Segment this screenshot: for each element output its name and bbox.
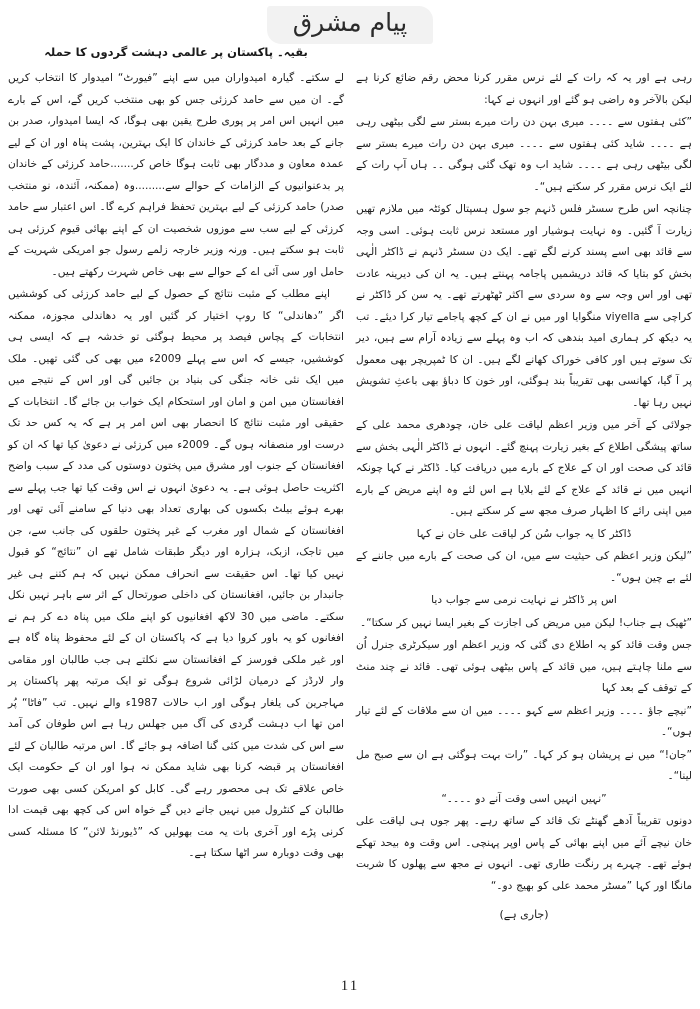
continued-label: (جاری ہے) [499,908,549,921]
paragraph: ”کئی ہفتوں سے ۔۔۔۔ میری بہن دن رات میرے بستر سے لگی بیٹھی رہی ہے ۔۔۔۔ شاید کئی ہفتوں سے ۔۔۔۔ میری بہن دن رات میرے بستر سے لگی بیٹھی رہی ہے ۔۔۔۔ شاید اب وہ تھک گئی ہوگی ۔۔ ہاں آپ رات کے لئے ایک نرس مقرر کر سکتے ہیں“۔ [356,116,692,193]
article-body [0,44,700,974]
masthead [0,6,700,44]
paragraph: دونوں تقریباً آدھے گھنٹے تک قائد کے ساتھ رہے۔ پھر جوں ہی لیاقت علی خان نیچے آئے میں اپنے بھائی کے پاس اوپر پہنچی۔ اس وقت وہ بیحد تھکے ہوئے تھے۔ چہرے پر رنگت طاری تھی۔ انہوں نے مجھ سے پھلوں کا شربت مانگا اور کہا ”مسٹر محمد علی کو بھیج دو۔“ [356,815,692,892]
paragraph: اس پر ڈاکٹر نے نہایت نرمی سے جواب دیا [431,594,617,606]
page-number: 11 [340,978,360,994]
paragraph: رہی ہے اور یہ کہ رات کے لئے نرس مقرر کرنا محض رقم ضائع کرنا ہے لیکن بالآخر وہ راضی ہو گئے اور انہوں نے کہا: [356,72,692,106]
masthead-ribbon-icon [267,6,433,44]
paragraph: ”جان!“ میں نے پریشان ہو کر کہا۔ ”رات بہت ہوگئی ہے ان سے صبح مل لینا“۔ [356,748,692,782]
column-left [0,44,350,974]
paragraph: ڈاکٹر کا یہ جواب سُن کر لیاقت علی خان نے کہا [416,527,632,540]
column-right [350,44,700,974]
article-heading: بقیہ۔ پاکستان پر عالمی دہشت گردوں کا حملہ [44,45,308,59]
right-column-heading-spacer [356,44,692,68]
paragraph: ”نہیں انہیں اسی وقت آنے دو ۔۔۔۔“ [441,792,607,805]
paragraph: جولائی کے آخر میں وزیر اعظم لیاقت علی خان، چودھری محمد علی کے ساتھ پیشگی اطلاع کے بغیر زیارت پہنچ گئے۔ انہوں نے ڈاکٹر الٰہی بخش سے قائد کی صحت اور ان کے علاج کے بارے میں دریافت کیا۔ ڈاکٹر نے کہا چونکہ انہیں میں نے قائد کے علاج کے لئے بلایا ہے اس لئے وہ اپنے مریض کے بارے میں اپنی رائے کا اظہار صرف مجھ سے کر سکتے ہیں۔ [356,419,692,517]
paragraph: لے سکتے۔ گیارہ امیدواران میں سے اپنے ”فیورٹ“ امیدوار کا انتخاب کریں گے۔ ان میں سے حامد کرزئی جس کو بھی منتخب کریں گے، اس کے بارے میں انہیں اس امر پر پوری طرح یقین بھی ہوگا، کہ ایسا امیدوار، صدر بن جانے کے بعد حامد کرزئی کے خاندان کا ایک بہترین، پشت پناہ اور ان کے لیے عمدہ معاون و مددگار بھی ثابت ہوگا خاص کر.......حامد کرزئی کے خاندان پر بدعنوانیوں کے الزامات کے حوالے سے.........وہ (ممکنہ، آئندہ، نو منتخب صدر) حامد کرزئی کے لیے بہترین تحفظ فراہم کرے گا۔ اس اعتبار سے حامد کرزئی کے لیے سب سے موزوں شخصیت ان کے اپنے بھائی قیوم کرزئی ہی ثابت ہو سکتے ہیں۔ ورنہ وزیر خارجہ زلمے رسول جو امریکی شہریت کے حامل اور سی آئی اے کے حوالے سے بھی خاص شہرت رکھتے ہیں۔ [8,72,344,278]
paragraph: چنانچہ اس طرح سسٹر فلس ڈنہم جو سول ہسپتال کوئٹہ میں ملازم تھیں زیارت آ گئیں۔ وہ نہایت ہوشیار اور مستعد نرس ثابت ہوئی۔ اسی وجہ سے قائد بھی اسے پسند کرنے لگے تھے۔ ایک دن سسٹر ڈنہم نے ڈاکٹر الٰہی بخش کو بتایا کہ قائد دریشمیں پاجامہ پہنتے ہیں۔ یہ ان کی دیرینہ عادت تھی اور اس وجہ سے وہ سردی سے اکثر ٹھٹھرتے تھے۔ یہ سن کر ڈاکٹر نے کراچی سے viyella منگوایا اور میں نے ان کے کچھ پاجامے تیار کرا دیئے۔ تب یہ دیکھ کر ہماری امید بندھی کہ اب وہ پہلے سے زیادہ آرام سے ہیں، دیر تک سوتے ہیں اور کافی خوراک کھانے لگے ہیں۔ ان کا ٹمپریچر بھی معمول پر آ گیا، کھانسی بھی تقریباً بند ہوگئی، اور خون کا دباؤ بھی باعثِ تشویش نہیں رہا تھا۔ [356,203,692,409]
paragraph: ”ٹھیک ہے جناب! لیکن میں مریض کی اجازت کے بغیر ایسا نہیں کر سکتا“۔ [359,616,692,629]
paragraph: جس وقت قائد کو یہ اطلاع دی گئی کہ وزیر اعظم اور سیکرٹری جنرل اُن سے ملنا چاہتے ہیں، میں قائد کے پاس بیٹھی ہوئی تھی۔ قائد نے چند منٹ کے توقف کے بعد کہا [356,639,692,694]
paragraph: اپنے مطلب کے مثبت نتائج کے حصول کے لیے حامد کرزئی کی کوششیں اگر ”دھاندلی“ کا روپ اختیار کر گئیں اور یہ دھاندلی مجوزہ، ممکنہ انتخابات کے پچاس فیصد پر محیط ہوگئی تو خدشہ ہے کہ ایسی ہی کوششیں، جیسے کہ اس سے پہلے 2009ء میں بھی کی گئی تھیں۔ ملک میں ایک نئی خانہ جنگی کی بنیاد بن جائیں گی اور اس کے نتیجے میں افغانستان میں امن و امان اور استحکام ایک خواب بن جائے گا۔ انتخابات کے حقیقی اور مثبت نتائج کا انحصار بھی اس امر پر ہے کہ یہ کس حد تک درست اور منصفانہ ہوں گے۔ 2009ء میں کرزئی نے دعویٰ کیا تھا کہ ان کو افغانستان کے جنوب اور مشرق میں پختون دوستوں کی مدد کے سبب واضح اکثریت حاصل ہوئی ہے۔ یہ دعویٰ انہوں نے اس وقت کیا تھا جب پہلے سے بھرے ہوئے بیلٹ بکسوں کی بھاری تعداد بھی دنیا کے سامنے آئی تھی اور افغانستان کے شمال اور مغرب کے غیر پختون حلقوں کی جانب سے، جن میں تاجک، ازبک، ہزارہ اور دیگر طبقات شامل تھے ان ”نتائج“ کو قبول نہیں کیا تھا۔ اس حقیقت سے انحراف ممکن نہیں کہ ہم کتنے ہی غیر جانبدار بن جائیں، افغانستان کی داخلی صورتحال کے اثر سے باہر نہیں نکل سکتے۔ ماضی میں 30 لاکھ افغانیوں کو اپنے ملک میں پناہ دے کر ہم نے افغانوں کو یہ باور کروا دیا ہے کہ پاکستان ان کے لئے محفوظ پناہ گاہ ہے اور غیر ملکی فورسز کے افغانستان سے نکلتے ہی جب طالبان اور مقامی وار لارڈز کے درمیان لڑائی شروع ہوگی تو ایک مرتبہ پھر پاکستان پر مہاجرین کی یلغار ہوگی اور اب حالات 1987ء والے نہیں۔ تب ”فاٹا“ پُر امن تھا اب دہشت گردی کی آگ میں جھلس رہا ہے اس طوفان کی آمد سے اس کی شدت میں کئی گنا اضافہ ہو جائے گا۔ اس مرتبہ طالبان کے لئے افغانستان پر قبضہ کرنا بھی شاید ممکن نہ ہوا اور ان کے حکومت ایک خاص علاقے تک ہی محصور رہے گی۔ کابل کو امریکن کسی بھی صورت طالبان کے کنٹرول میں نہیں جانے دیں گے خواہ اس کی کچھ بھی قیمت ادا کرنی پڑے اور آخری بات یہ مت بھولیں کہ ”ڈیورنڈ لائن“ کا مسئلہ کسی بھی وقت دوبارہ سر اٹھا سکتا ہے۔ [8,288,345,860]
paragraph: ”لیکن وزیر اعظم کی حیثیت سے میں، ان کی صحت کے بارے میں جاننے کے لئے بے چین ہوں“۔ [356,550,692,584]
masthead-title: پیام مشرق [292,8,408,38]
paragraph: ”نیچے جاؤ ۔۔۔۔ وزیر اعظم سے کہو ۔۔۔۔ میں ان سے ملاقات کے لئے تیار ہوں“۔ [356,704,692,738]
